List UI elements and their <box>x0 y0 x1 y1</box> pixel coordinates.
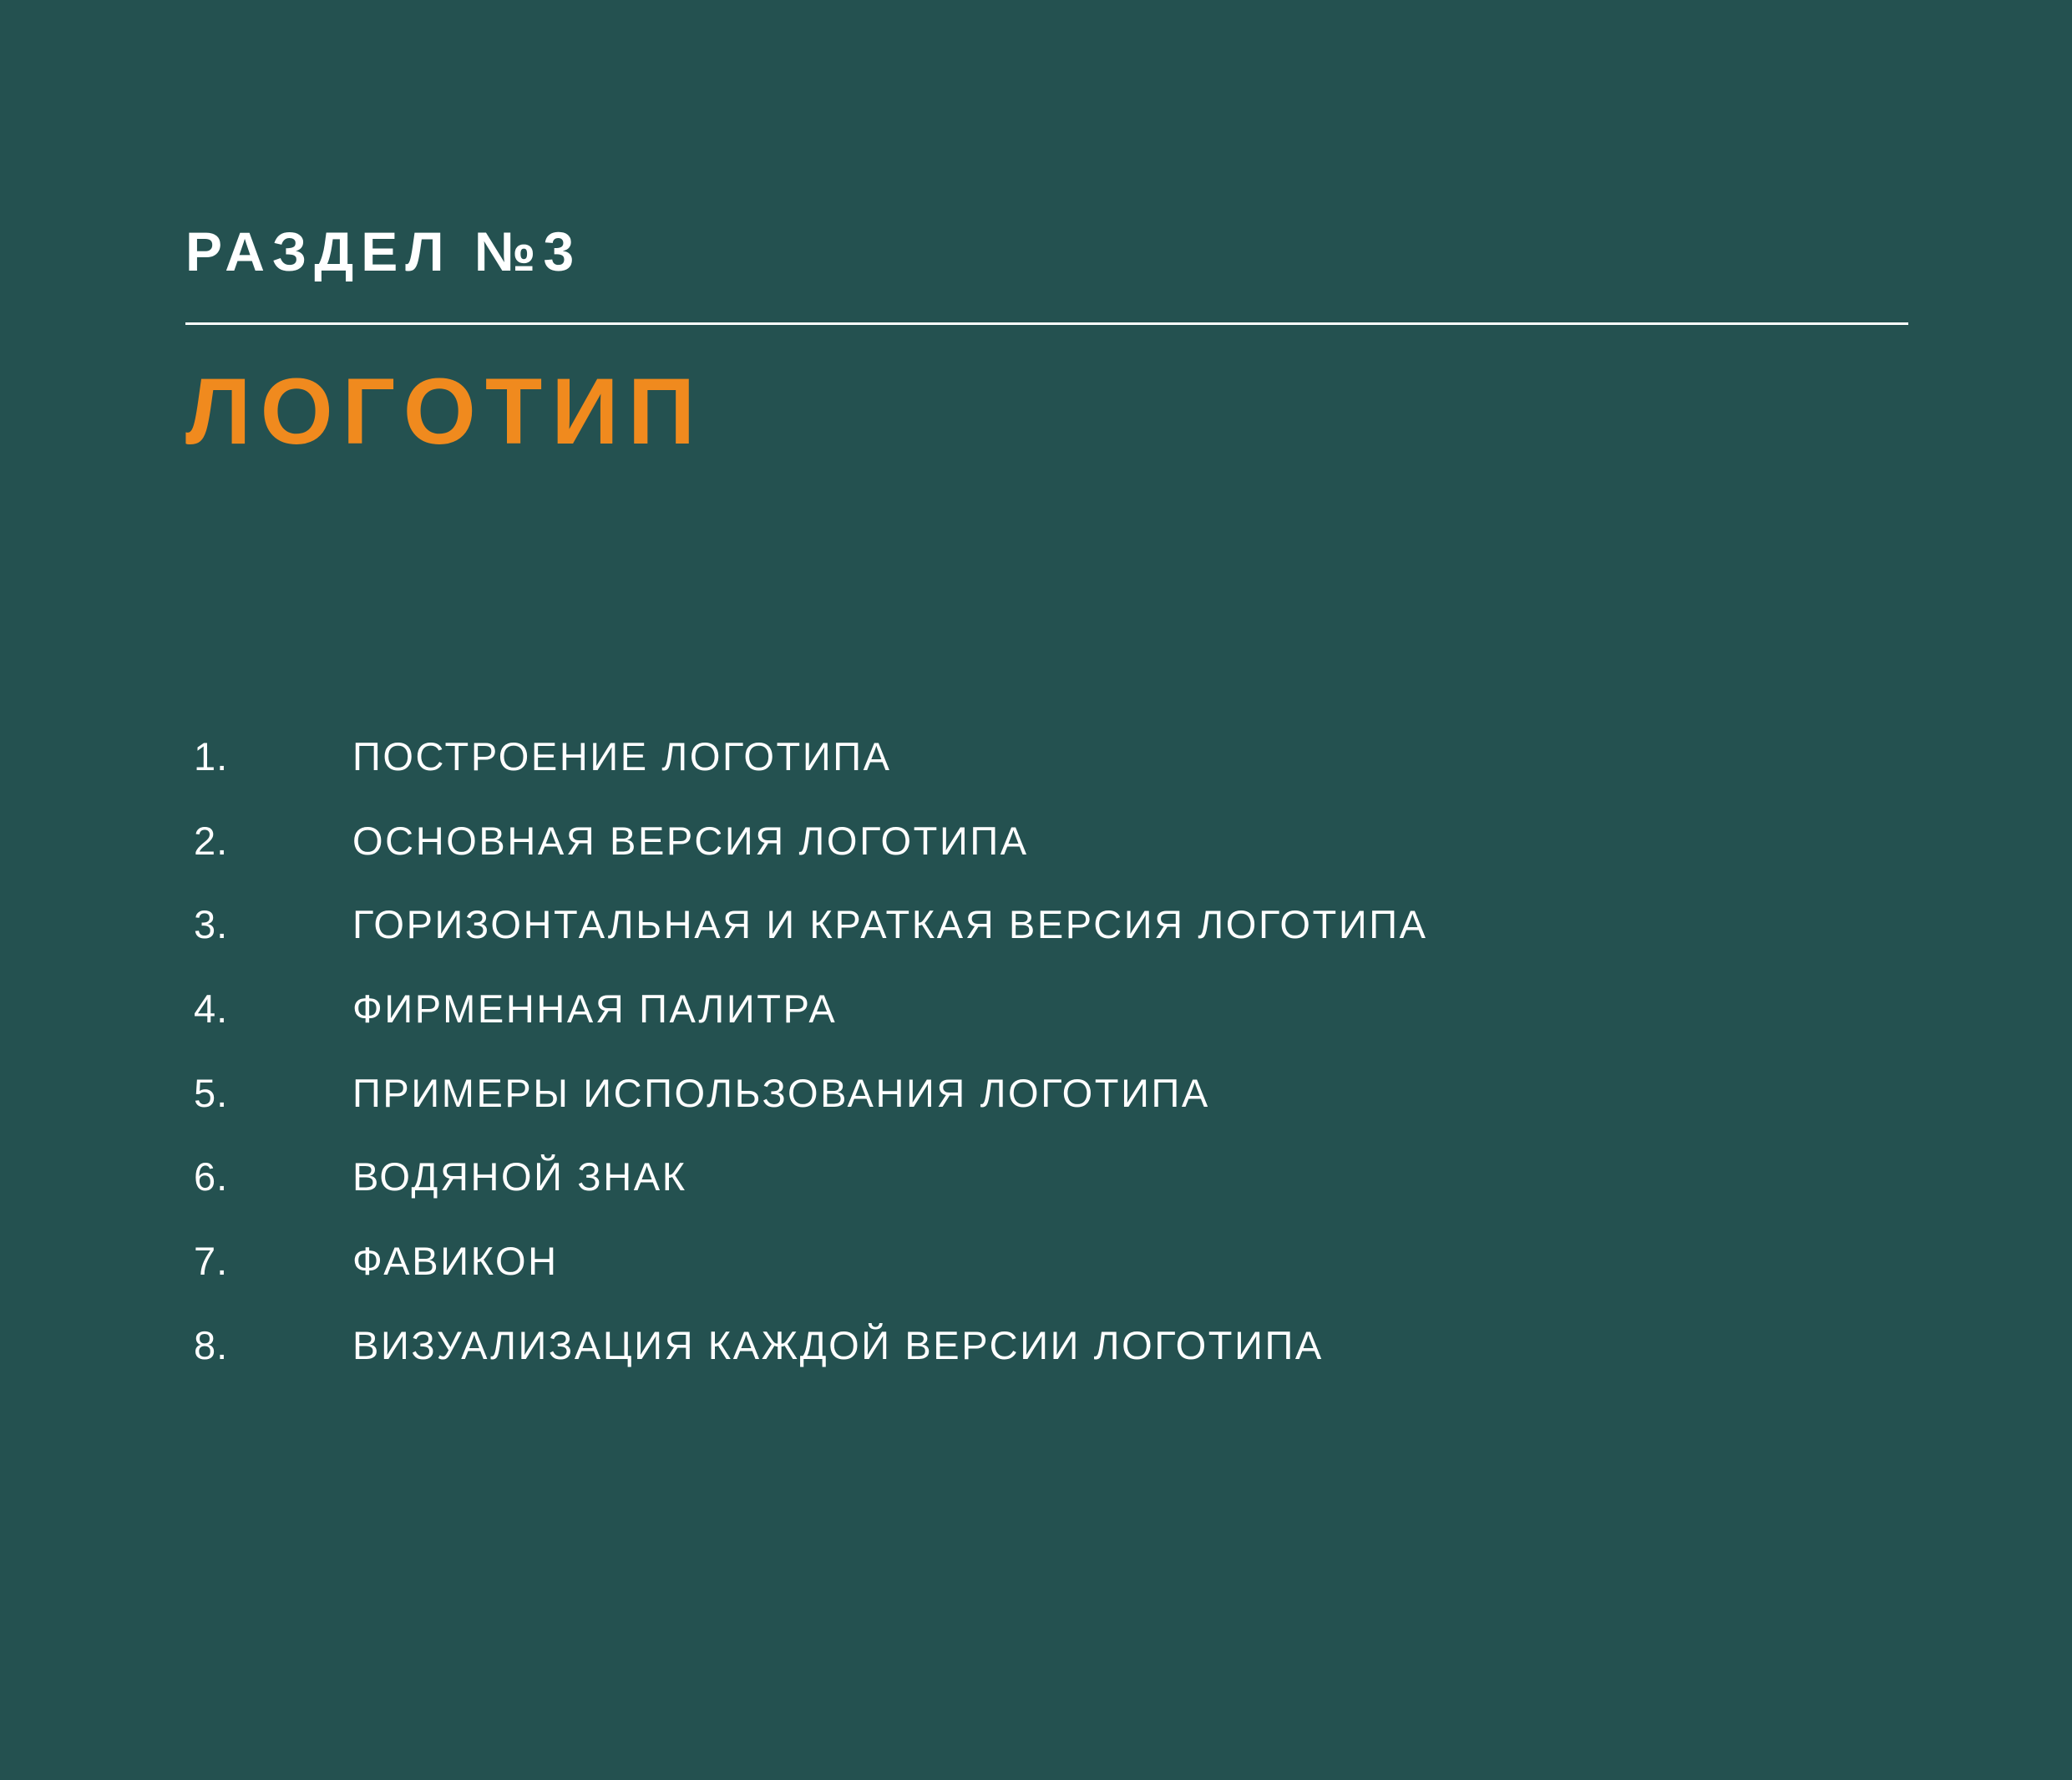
page-title: ЛОГОТИП <box>185 359 705 464</box>
list-item <box>194 1155 1948 1199</box>
list-item <box>194 819 1948 863</box>
list-item-label: ПРИМЕРЫ ИСПОЛЬЗОВАНИЯ ЛОГОТИПА <box>352 1070 1210 1115</box>
list-item-label: ПОСТРОЕНИЕ ЛОГОТИПА <box>352 734 892 778</box>
list-item-number: 5. <box>194 1070 229 1115</box>
list-item-label: ВОДЯНОЙ ЗНАК <box>352 1154 687 1199</box>
list-item <box>194 1072 1948 1115</box>
list-item <box>194 735 1948 778</box>
list-item <box>194 1324 1948 1367</box>
list-item-label: ОСНОВНАЯ ВЕРСИЯ ЛОГОТИПА <box>352 818 1029 863</box>
list-item-number: 4. <box>194 986 229 1032</box>
list-item-number: 8. <box>194 1322 229 1367</box>
list-item <box>194 1240 1948 1283</box>
list-item-label: ВИЗУАЛИЗАЦИЯ КАЖДОЙ ВЕРСИИ ЛОГОТИПА <box>352 1322 1324 1367</box>
list-item <box>194 903 1948 946</box>
table-of-contents <box>194 735 1948 1408</box>
list-item-number: 7. <box>194 1239 229 1284</box>
list-item <box>194 987 1948 1031</box>
list-item-label: ГОРИЗОНТАЛЬНАЯ И КРАТКАЯ ВЕРСИЯ ЛОГОТИПА <box>352 902 1428 947</box>
list-item-number: 6. <box>194 1154 229 1199</box>
slide-header <box>185 221 1908 464</box>
list-item-label: ФАВИКОН <box>352 1239 559 1284</box>
list-item-number: 1. <box>194 734 229 778</box>
list-item-label: ФИРМЕННАЯ ПАЛИТРА <box>352 986 838 1032</box>
section-label: РАЗДЕЛ №3 <box>185 221 582 282</box>
list-item-number: 3. <box>194 902 229 947</box>
header-divider <box>185 322 1908 325</box>
list-item-number: 2. <box>194 818 229 863</box>
